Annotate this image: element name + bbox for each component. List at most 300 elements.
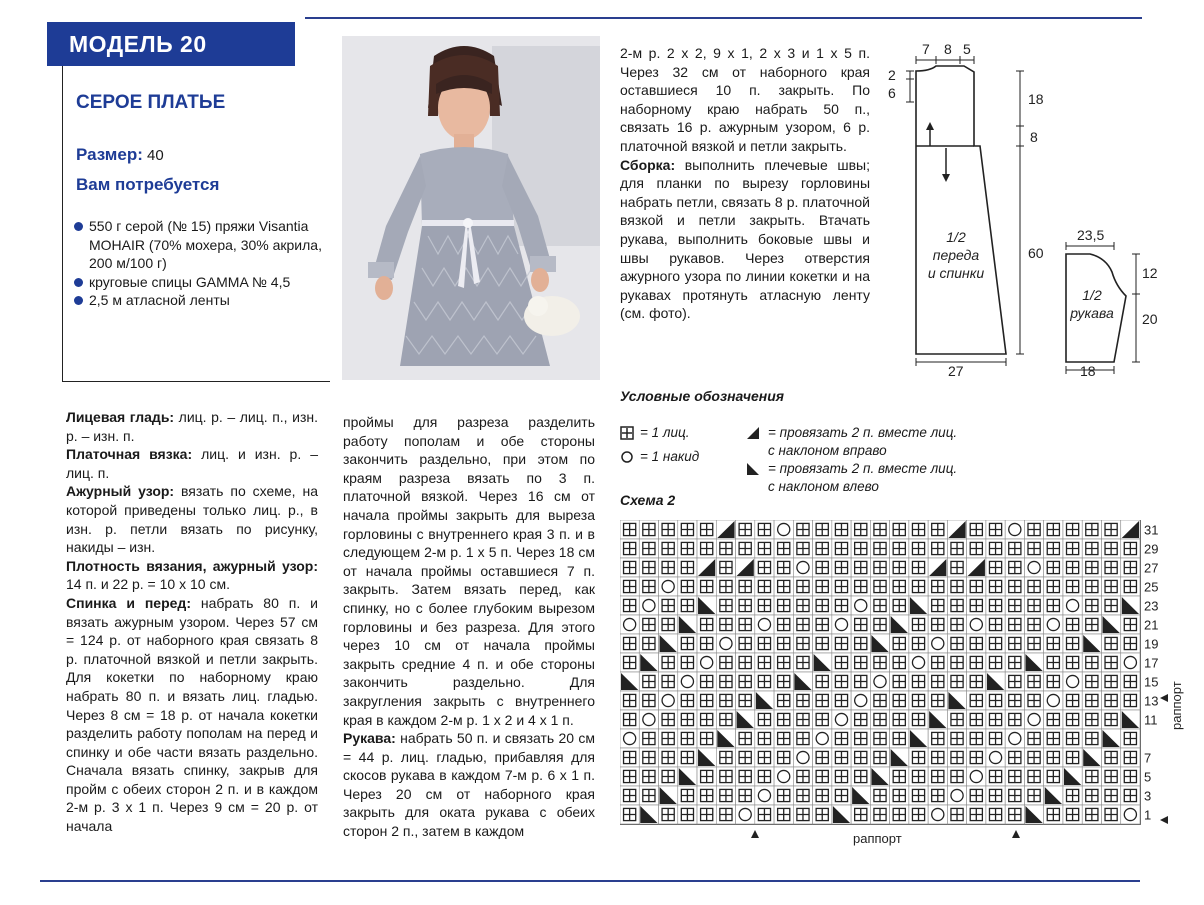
knit-stitch-cell (1101, 596, 1120, 615)
knit-stitch-cell (1005, 634, 1024, 653)
knit-stitch-cell (851, 634, 870, 653)
knit-stitch-cell (890, 558, 909, 577)
knit-stitch-cell (832, 596, 851, 615)
knit-stitch-cell (1005, 672, 1024, 691)
knit-stitch-cell (870, 653, 889, 672)
model-label: МОДЕЛЬ 20 (47, 22, 295, 66)
knit-stitch-cell (620, 539, 639, 558)
knit-stitch-cell (639, 577, 658, 596)
dim-label: 2 (888, 67, 896, 83)
k2tog-left-cell (890, 748, 909, 767)
knit-stitch-cell (1082, 615, 1101, 634)
knit-stitch-cell (659, 805, 678, 824)
knit-stitch-cell (639, 615, 658, 634)
size-label: Размер: (76, 145, 143, 164)
knit-stitch-cell (697, 634, 716, 653)
knit-stitch-cell (928, 520, 947, 539)
paragraph-text: выполнить плечевые швы; для планки по вырезу горловины набрать петли, связать 8 р. платочной вязкой и петли закрыть. Втачать рукава, выполнить боковые швы и швы рукавов. Через отверстия ажурного узора по линии кокетки и на рукавах протянуть атласную ленту (см. фото). (620, 156, 870, 322)
knit-stitch-cell (659, 558, 678, 577)
paragraph-text: 14 п. и 22 р. = 10 х 10 см. (66, 576, 230, 593)
knit-stitch-cell (659, 748, 678, 767)
knit-stitch-cell (1101, 748, 1120, 767)
knit-stitch-cell (1063, 786, 1082, 805)
knit-stitch-cell (793, 615, 812, 634)
knit-stitch-cell (620, 786, 639, 805)
knit-stitch-cell (870, 710, 889, 729)
k2tog-left-cell (928, 710, 947, 729)
k2tog-left-cell (986, 672, 1005, 691)
rapport-marker-icon (1160, 694, 1168, 702)
knit-stitch-cell (832, 729, 851, 748)
knit-stitch-cell (909, 710, 928, 729)
yarn-over-cell (1121, 805, 1140, 824)
knit-stitch-cell (755, 539, 774, 558)
model-photo (342, 36, 600, 380)
knit-stitch-cell (1082, 710, 1101, 729)
k2tog-left-cell (890, 615, 909, 634)
knit-stitch-cell (986, 577, 1005, 596)
knit-stitch-cell (716, 767, 735, 786)
knit-stitch-cell (832, 539, 851, 558)
knit-stitch-cell (793, 634, 812, 653)
row-number-label: 25 (1144, 579, 1159, 595)
k2tog-left-icon (746, 462, 760, 476)
paragraph-text: вязать по схеме, на которой приведены только лиц. р., в изн. р. петли вязать по рисунку, накиды – изн. (66, 483, 318, 556)
knit-stitch-cell (851, 615, 870, 634)
knit-stitch-cell (1121, 691, 1140, 710)
paragraph (66, 557, 318, 594)
knit-stitch-cell (774, 577, 793, 596)
knit-stitch-cell (1044, 558, 1063, 577)
knit-stitch-cell (1101, 786, 1120, 805)
knit-stitch-cell (736, 729, 755, 748)
page-title: СЕРОЕ ПЛАТЬЕ (76, 92, 226, 113)
yarn-over-cell (928, 805, 947, 824)
knit-stitch-cell (928, 672, 947, 691)
knit-stitch-cell (832, 653, 851, 672)
knit-stitch-cell (1044, 805, 1063, 824)
knit-stitch-cell (639, 558, 658, 577)
legend-text: = 1 лиц. (640, 425, 690, 440)
legend-item (620, 448, 699, 466)
knit-stitch-cell (697, 805, 716, 824)
rapport-label-side: раппорт (1169, 681, 1184, 730)
materials-item: 2,5 м атласной ленты (74, 291, 334, 310)
paragraph (66, 594, 318, 836)
knit-stitch-cell (1063, 729, 1082, 748)
yarn-over-icon (620, 450, 634, 464)
knit-stitch-cell (851, 520, 870, 539)
body-label: и спинки (927, 265, 985, 281)
knit-stitch-cell (678, 805, 697, 824)
knit-stitch-cell (697, 520, 716, 539)
knit-stitch-cell (697, 767, 716, 786)
knit-stitch-cell (620, 634, 639, 653)
model-photo-illustration (342, 36, 600, 380)
yarn-over-cell (659, 691, 678, 710)
knit-stitch-cell (967, 805, 986, 824)
knit-stitch-cell (928, 539, 947, 558)
knit-stitch-cell (909, 672, 928, 691)
knit-stitch-cell (909, 748, 928, 767)
knit-stitch-cell (832, 520, 851, 539)
k2tog-left-cell (697, 748, 716, 767)
knit-stitch-cell (1024, 786, 1043, 805)
knit-stitch-cell (1082, 520, 1101, 539)
knit-stitch-cell (774, 558, 793, 577)
yarn-over-cell (1005, 729, 1024, 748)
k2tog-left-cell (1082, 634, 1101, 653)
size-line (76, 145, 164, 165)
knit-stitch-cell (813, 805, 832, 824)
knit-stitch-cell (659, 672, 678, 691)
knit-stitch-cell (870, 558, 889, 577)
knit-stitch-cell (870, 786, 889, 805)
body-label: переда (932, 247, 980, 263)
row-number-label: 17 (1144, 655, 1159, 671)
knit-stitch-cell (774, 653, 793, 672)
knit-stitch-cell (909, 767, 928, 786)
k2tog-left-cell (659, 786, 678, 805)
knit-stitch-cell (697, 729, 716, 748)
knit-stitch-cell (967, 653, 986, 672)
knit-stitch-cell (832, 558, 851, 577)
knit-stitch-cell (793, 539, 812, 558)
k2tog-right-cell (947, 520, 966, 539)
knit-stitch-cell (1101, 634, 1120, 653)
knit-stitch-cell (928, 767, 947, 786)
legend-title: Условные обозначения (620, 388, 785, 404)
k2tog-right-icon (746, 426, 760, 440)
knit-stitch-cell (909, 634, 928, 653)
knit-stitch-cell (736, 539, 755, 558)
knit-stitch-cell (986, 729, 1005, 748)
knit-stitch-cell (620, 520, 639, 539)
knit-stitch-cell (1101, 653, 1120, 672)
knit-stitch-cell (678, 748, 697, 767)
dim-label: 27 (948, 363, 964, 379)
yarn-over-cell (1063, 672, 1082, 691)
yarn-over-cell (793, 748, 812, 767)
knit-stitch-cell (678, 520, 697, 539)
knit-stitch-icon (620, 426, 634, 440)
knit-stitch-cell (793, 786, 812, 805)
knit-stitch-cell (774, 634, 793, 653)
instructions-column-2 (343, 413, 595, 841)
knit-stitch-cell (909, 577, 928, 596)
k2tog-left-cell (639, 805, 658, 824)
knit-stitch-cell (678, 653, 697, 672)
paragraph-text: набрать 80 п. и вязать ажурным узором. Через 57 см = 124 р. от наборного края связать 8 р. платочной вязкой и петли закрыть. Для кокетки по наборному краю набрать 80 п. и вязать лиц. гладью. Через 8 см = 18 р. от начала кокетки разделить работу пополам на перед и спинку и обе части вязать раздельно. Сначала вязать спинку, закрыв для пройм с обеих сторон 2 п. и в каждом 2-м р. 3 х 1 п. Через 9 см = 20 р. от начала (66, 594, 318, 835)
knit-stitch-cell (678, 691, 697, 710)
knit-stitch-cell (967, 748, 986, 767)
knit-stitch-cell (928, 577, 947, 596)
knit-stitch-cell (697, 691, 716, 710)
knit-stitch-cell (1101, 691, 1120, 710)
knit-stitch-cell (793, 691, 812, 710)
knit-stitch-cell (1121, 748, 1140, 767)
knit-stitch-cell (1005, 691, 1024, 710)
knit-stitch-cell (909, 539, 928, 558)
knit-stitch-cell (928, 615, 947, 634)
knit-stitch-cell (678, 596, 697, 615)
yarn-over-cell (755, 615, 774, 634)
knit-stitch-cell (813, 710, 832, 729)
knit-stitch-cell (986, 805, 1005, 824)
materials-list (74, 217, 334, 310)
knit-stitch-cell (755, 653, 774, 672)
knit-stitch-cell (736, 672, 755, 691)
yarn-over-cell (1024, 710, 1043, 729)
k2tog-left-cell (755, 691, 774, 710)
knit-stitch-cell (947, 596, 966, 615)
knit-stitch-cell (736, 596, 755, 615)
knit-stitch-cell (851, 805, 870, 824)
knit-stitch-cell (639, 672, 658, 691)
knit-stitch-cell (678, 634, 697, 653)
knit-stitch-cell (890, 653, 909, 672)
k2tog-left-cell (909, 596, 928, 615)
knit-stitch-cell (1121, 615, 1140, 634)
yarn-over-cell (620, 615, 639, 634)
knit-stitch-cell (1101, 710, 1120, 729)
knit-stitch-cell (909, 691, 928, 710)
k2tog-right-cell (967, 558, 986, 577)
rapport-marker-icon (1160, 816, 1168, 824)
legend-text: с наклоном влево (768, 479, 879, 494)
yarn-over-cell (986, 748, 1005, 767)
knit-stitch-cell (1063, 710, 1082, 729)
k2tog-left-cell (870, 634, 889, 653)
k2tog-left-cell (813, 653, 832, 672)
legend-text: с наклоном вправо (768, 443, 887, 458)
knit-stitch-cell (716, 786, 735, 805)
knit-stitch-cell (1005, 577, 1024, 596)
dim-label: 23,5 (1077, 227, 1105, 243)
knit-stitch-cell (813, 767, 832, 786)
knit-stitch-cell (909, 805, 928, 824)
yarn-over-cell (793, 558, 812, 577)
knit-stitch-cell (947, 805, 966, 824)
knit-stitch-cell (1063, 805, 1082, 824)
knit-stitch-cell (755, 596, 774, 615)
k2tog-left-cell (620, 672, 639, 691)
knit-stitch-cell (870, 748, 889, 767)
yarn-over-cell (639, 710, 658, 729)
instructions-column-3 (620, 44, 870, 323)
knit-stitch-cell (1101, 539, 1120, 558)
knit-stitch-cell (986, 653, 1005, 672)
knit-stitch-cell (639, 520, 658, 539)
sleeve-label: 1/2 (1082, 287, 1102, 303)
top-rule (305, 17, 1142, 19)
yarn-over-cell (716, 634, 735, 653)
knit-stitch-cell (639, 748, 658, 767)
k2tog-right-cell (716, 520, 735, 539)
knit-stitch-cell (1101, 672, 1120, 691)
knit-stitch-cell (1101, 805, 1120, 824)
knit-stitch-cell (736, 691, 755, 710)
knit-stitch-cell (716, 748, 735, 767)
knit-stitch-cell (1005, 558, 1024, 577)
knit-stitch-cell (659, 539, 678, 558)
k2tog-left-cell (659, 634, 678, 653)
yarn-over-cell (620, 729, 639, 748)
row-number-label: 27 (1144, 560, 1159, 576)
yarn-over-cell (736, 805, 755, 824)
rapport-marker-icon (1012, 830, 1020, 838)
knit-stitch-cell (851, 672, 870, 691)
knit-stitch-cell (928, 691, 947, 710)
knit-stitch-cell (851, 558, 870, 577)
k2tog-left-cell (1101, 615, 1120, 634)
knit-stitch-cell (813, 691, 832, 710)
yarn-over-cell (1121, 653, 1140, 672)
knit-stitch-cell (774, 710, 793, 729)
knit-stitch-cell (697, 786, 716, 805)
knit-stitch-cell (716, 805, 735, 824)
knit-stitch-cell (793, 577, 812, 596)
knit-stitch-cell (1082, 539, 1101, 558)
knit-stitch-cell (947, 558, 966, 577)
knit-stitch-cell (909, 520, 928, 539)
knit-stitch-cell (1005, 767, 1024, 786)
knit-stitch-cell (716, 539, 735, 558)
yarn-over-cell (851, 596, 870, 615)
row-number-label: 15 (1144, 674, 1159, 690)
knit-stitch-cell (620, 767, 639, 786)
paragraph-text: 2-м р. 2 х 2, 9 х 1, 2 х 3 и 1 х 5 п. Через 32 см от наборного края оставшиеся 10 п. закрыть. По наборному краю набрать 50 п., связать 16 р. ажурным узором, 6 р. платочной вязкой и петли закрыть. (620, 45, 870, 154)
knit-stitch-cell (851, 539, 870, 558)
knit-stitch-cell (697, 615, 716, 634)
knit-stitch-cell (1121, 558, 1140, 577)
knit-stitch-cell (909, 786, 928, 805)
knit-stitch-cell (716, 710, 735, 729)
knit-stitch-cell (1082, 672, 1101, 691)
knit-stitch-cell (1121, 539, 1140, 558)
knit-stitch-cell (1024, 729, 1043, 748)
knit-stitch-cell (697, 710, 716, 729)
knit-stitch-cell (890, 710, 909, 729)
knit-stitch-cell (947, 748, 966, 767)
knit-stitch-cell (736, 634, 755, 653)
dim-label: 18 (1028, 91, 1044, 107)
yarn-over-cell (774, 520, 793, 539)
knit-stitch-cell (870, 691, 889, 710)
yarn-over-cell (1024, 558, 1043, 577)
knit-stitch-cell (1121, 729, 1140, 748)
knit-stitch-cell (1024, 615, 1043, 634)
row-number-label: 21 (1144, 617, 1159, 633)
knit-stitch-cell (774, 596, 793, 615)
dim-label: 5 (963, 41, 971, 57)
knit-stitch-cell (1063, 691, 1082, 710)
knit-stitch-cell (1082, 653, 1101, 672)
knit-stitch-cell (870, 615, 889, 634)
knit-stitch-cell (774, 805, 793, 824)
knit-stitch-cell (986, 786, 1005, 805)
knit-stitch-cell (1044, 710, 1063, 729)
materials-item: круговые спицы GAMMA № 4,5 (74, 273, 334, 292)
knit-stitch-cell (716, 653, 735, 672)
knit-stitch-cell (736, 748, 755, 767)
knit-stitch-cell (986, 539, 1005, 558)
knit-stitch-cell (1121, 786, 1140, 805)
knit-stitch-cell (678, 577, 697, 596)
knit-stitch-cell (659, 615, 678, 634)
row-number-label: 31 (1144, 522, 1159, 538)
knit-stitch-cell (716, 615, 735, 634)
yarn-over-cell (1044, 615, 1063, 634)
knit-stitch-cell (1063, 615, 1082, 634)
knit-stitch-cell (1063, 558, 1082, 577)
knit-stitch-cell (909, 615, 928, 634)
legend-text: = провязать 2 п. вместе лиц. (768, 425, 958, 440)
dim-label: 20 (1142, 311, 1158, 327)
knit-stitch-cell (986, 767, 1005, 786)
row-number-label: 29 (1144, 541, 1159, 557)
knit-stitch-cell (986, 691, 1005, 710)
paragraph-heading: Спинка и перед: (66, 594, 191, 611)
instructions-column-1 (66, 408, 318, 836)
knit-stitch-cell (755, 672, 774, 691)
knit-stitch-cell (1101, 577, 1120, 596)
paragraph (620, 156, 870, 323)
knit-stitch-cell (1101, 520, 1120, 539)
legend-left (620, 424, 699, 466)
knit-stitch-cell (1082, 577, 1101, 596)
knit-stitch-cell (716, 672, 735, 691)
knit-stitch-cell (832, 634, 851, 653)
k2tog-left-cell (678, 767, 697, 786)
schema-title: Схема 2 (620, 492, 676, 508)
knit-stitch-cell (1082, 691, 1101, 710)
knit-stitch-cell (659, 596, 678, 615)
row-number-label: 19 (1144, 636, 1159, 652)
k2tog-left-cell (697, 596, 716, 615)
knit-stitch-cell (639, 691, 658, 710)
knit-stitch-cell (1044, 634, 1063, 653)
knit-stitch-cell (832, 691, 851, 710)
knit-stitch-cell (716, 577, 735, 596)
knit-stitch-cell (697, 672, 716, 691)
knit-stitch-cell (774, 539, 793, 558)
yarn-over-cell (697, 653, 716, 672)
paragraph-text: проймы для разреза разделить работу пополам и обе стороны закончить раздельно, при этом по краям разреза вязать по 3 п. платочной вязкой. Через 16 см от начала проймы закрыть для выреза горловины с внутреннего края 3 п. и в следующем 2-м р. 1 х 5 п. Через 18 см от начала проймы оставшиеся 7 п. закрыть. Затем вязать перед, как спинку, но с более глубоким вырезом горловины и без разреза. Для этого через 10 см от начала проймы закрыть средние 4 п. и обе стороны закончить раздельно. Для закругления закрыть с внутреннего края в каждом 2-м р. 1 х 2 и 4 х 1 п. (343, 414, 595, 728)
yarn-over-cell (1044, 691, 1063, 710)
knit-stitch-cell (1024, 748, 1043, 767)
k2tog-left-cell (947, 691, 966, 710)
row-number-label: 7 (1144, 750, 1152, 766)
knit-stitch-cell (890, 634, 909, 653)
legend-item (620, 424, 699, 442)
knit-stitch-cell (1044, 748, 1063, 767)
knit-stitch-cell (870, 520, 889, 539)
row-number-label: 1 (1144, 807, 1152, 823)
knit-stitch-cell (1101, 767, 1120, 786)
k2tog-right-cell (736, 558, 755, 577)
knit-stitch-cell (620, 710, 639, 729)
knit-stitch-cell (851, 767, 870, 786)
paragraph-heading: Лицевая гладь: (66, 409, 175, 425)
row-number-label: 23 (1144, 598, 1159, 614)
knit-stitch-cell (928, 653, 947, 672)
knit-stitch-cell (774, 786, 793, 805)
k2tog-left-cell (639, 653, 658, 672)
materials-heading: Вам потребуется (76, 175, 220, 194)
row-number-label: 5 (1144, 769, 1152, 785)
knit-stitch-cell (890, 767, 909, 786)
